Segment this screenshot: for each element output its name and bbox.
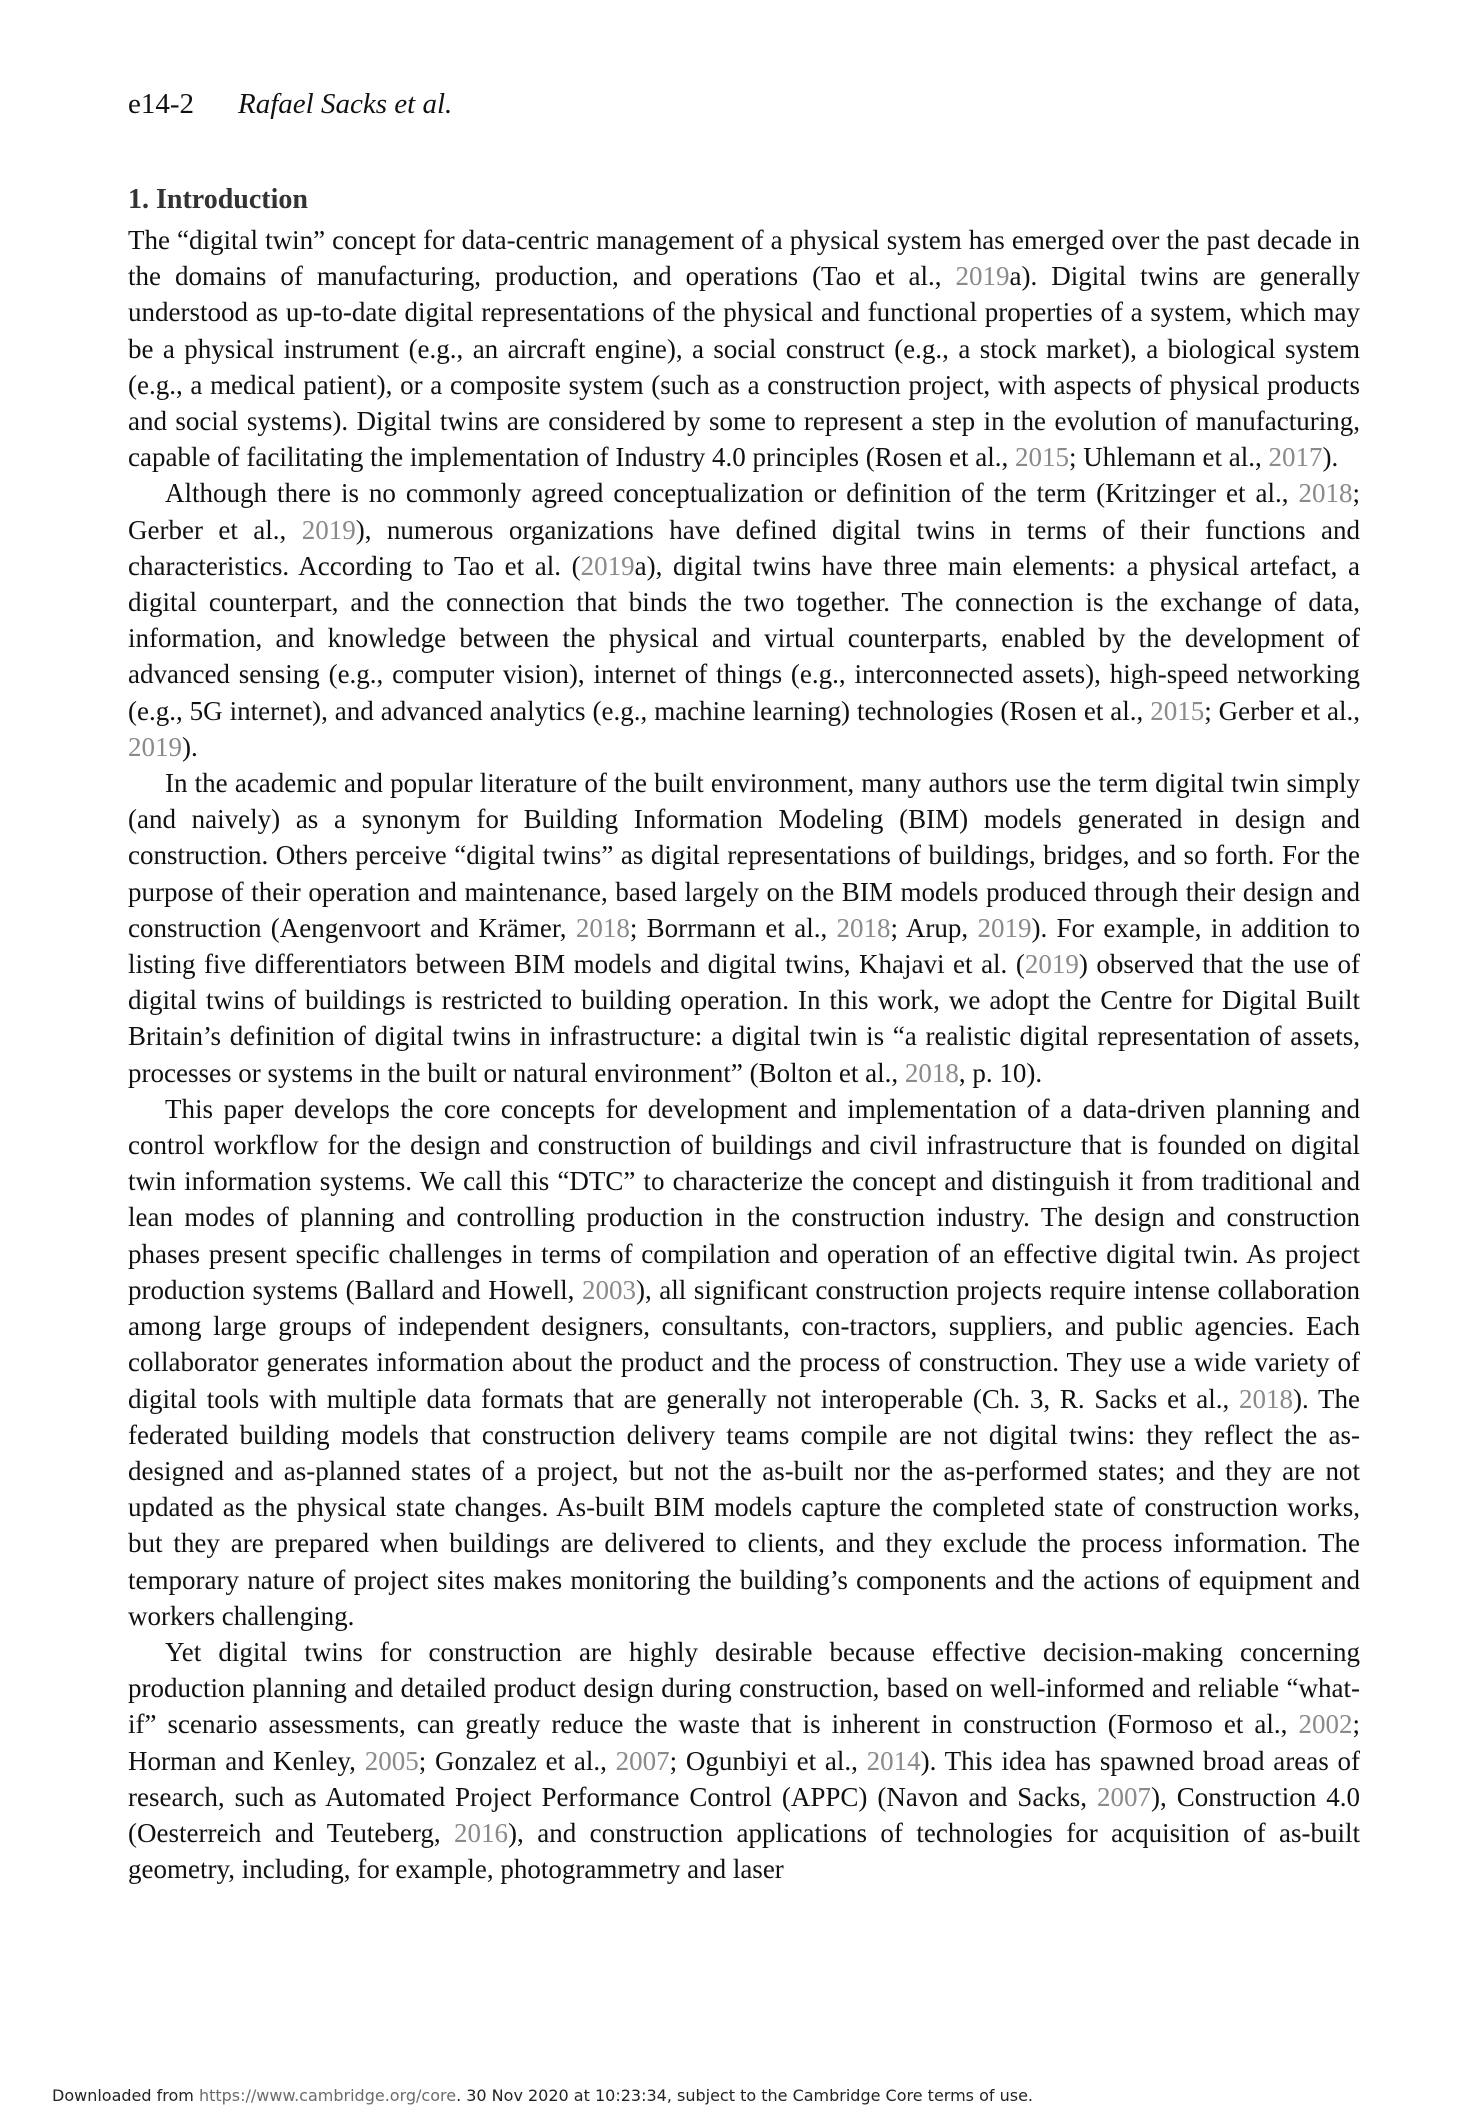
section-heading: 1. Introduction [128, 184, 308, 215]
paragraph-text: ). [1322, 442, 1339, 473]
citation-link[interactable]: 2019 [955, 261, 1010, 292]
citation-link[interactable]: 2019 [977, 912, 1032, 943]
citation-link[interactable]: 2018 [836, 912, 891, 943]
paragraph-text: ; Arup, [890, 912, 978, 943]
paragraph-text: ; Gonzalez et al., [418, 1745, 616, 1776]
paragraph-text: ) observed that the use of digital twins of buildings is restricted to building operation. In this work, we adopt the Centre for Digital Built Britain’s definition of digital twins in infrastructure: a digital twin is “a realistic digital representation of assets, processes or systems in the built or natural environment” (Bolton et al., [128, 949, 1360, 1088]
paragraph-text: This paper develops the core concepts for development and implementation of a data-driven planning and control workflow for the design and construction of buildings and civil infrastructure that is founded on digital twin information systems. We call this “DTC” to characterize the concept and distinguish it from traditional and lean modes of planning and controlling production in the construction industry. The design and construction phases present specific challenges in terms of compilation and operation of an effective digital twin. As project production systems (Ballard and Howell, [128, 1093, 1360, 1305]
paragraph-text: ; Uhlemann et al., [1069, 442, 1269, 473]
paragraph [128, 1634, 1360, 1887]
cambridge-core-link[interactable]: https://www.cambridge.org/core [198, 2086, 457, 2105]
citation-link[interactable]: 2005 [364, 1745, 419, 1776]
citation-link[interactable]: 2019 [580, 550, 635, 581]
paragraph [128, 765, 1360, 1091]
paragraph-text: ). [182, 731, 198, 762]
paragraph-text: ). The federated building models that construction delivery teams compile are not digital twins: they reflect the as-designed and as-planned states of a project, but not the as-built nor the as-performed states; and they are not updated as the physical state changes. As-built BIM models capture the completed state of construction works, but they are prepared when buildings are delivered to clients, and they exclude the process information. The temporary nature of project sites makes monitoring the building’s components and the actions of equipment and workers challenging. [128, 1383, 1360, 1631]
citation-link[interactable]: 2016 [454, 1817, 509, 1848]
paragraph-text: a), digital twins have three main elements: a physical artefact, a digital counterpart, and the connection that binds the two together. The connection is the exchange of data, information, and knowledge between the physical and virtual counterparts, enabled by the development of advanced sensing (e.g., computer vision), internet of things (e.g., interconnected assets), high-speed networking (e.g., 5G internet), and advanced analytics (e.g., machine learning) technologies (Rosen et al., [128, 550, 1360, 726]
paragraph-text: a). Digital twins are generally understood as up-to-date digital representations of the physical and functional properties of a system, which may be a physical instrument (e.g., an aircraft engine), a social construct (e.g., a stock market), a biological system (e.g., a medical patient), or a composite system (such as a construction project, with aspects of physical products and social systems). Digital twins are considered by some to represent a step in the evolution of manufacturing, capable of facilitating the implementation of Industry 4.0 principles (Rosen et al., [128, 261, 1360, 473]
paragraph-text: ; Gerber et al., [128, 478, 1360, 545]
download-footer [52, 2086, 1033, 2105]
running-head-authors: Rafael Sacks et al. [238, 88, 453, 120]
citation-link[interactable]: 2019 [1024, 949, 1079, 980]
citation-link[interactable]: 2002 [1298, 1709, 1353, 1740]
citation-link[interactable]: 2018 [1239, 1383, 1294, 1414]
paragraph-text: ; Horman and Kenley, [128, 1709, 1360, 1776]
paragraph-text: ), numerous organizations have defined digital twins in terms of their functions and characteristics. According to Tao et al. ( [128, 514, 1361, 581]
running-head [128, 88, 452, 121]
paragraph-text: ; Ogunbiyi et al., [669, 1745, 867, 1776]
citation-link[interactable]: 2019 [128, 731, 182, 762]
paragraph-text: In the academic and popular literature of the built environment, many authors use the term digital twin simply (and naively) as a synonym for Building Information Modeling (BIM) models generated in design and construction. Others perceive “digital twins” as digital representations of buildings, bridges, and so forth. For the purpose of their operation and maintenance, based largely on the BIM models produced through their design and construction (Aengenvoort and Krämer, [128, 768, 1360, 943]
citation-link[interactable]: 2007 [1097, 1781, 1152, 1812]
citation-link[interactable]: 2018 [904, 1057, 959, 1088]
paragraph-text: ; Borrmann et al., [629, 912, 837, 943]
footer-suffix: . 30 Nov 2020 at 10:23:34, subject to the Cambridge Core terms of use. [456, 2086, 1033, 2105]
paragraph-text: ), Construction 4.0 (Oesterreich and Teuteberg, [128, 1781, 1360, 1848]
paragraph-text: ). For example, in addition to listing five differentiators between BIM models and digital twins, Khajavi et al. ( [128, 912, 1360, 980]
footer-prefix: Downloaded from [52, 2086, 199, 2105]
citation-link[interactable]: 2017 [1268, 442, 1323, 473]
paragraph-text: The “digital twin” concept for data-centric management of a physical system has emerged over the past decade in the domains of manufacturing, production, and operations (Tao et al., [128, 225, 1360, 292]
paragraph-text: ). This idea has spawned broad areas of research, such as Automated Project Performance Control (APPC) (Navon and Sacks, [128, 1745, 1360, 1812]
paragraph-text: ), all significant construction projects require intense collaboration among large groups of independent designers, consultants, con-tractors, suppliers, and public agencies. Each collaborator generates information about the product and the process of construction. They use a wide variety of digital tools with multiple data formats that are generally not interoperable (Ch. 3, R. Sacks et al., [128, 1274, 1360, 1414]
paragraph-text: ; Gerber et al., [1204, 695, 1361, 726]
paragraph-text: Although there is no commonly agreed conceptualization or definition of the term (Kritzinger et al., [165, 478, 1299, 509]
paragraph [128, 475, 1360, 765]
citation-link[interactable]: 2019 [301, 514, 356, 545]
citation-link[interactable]: 2018 [575, 912, 630, 943]
paragraph [128, 222, 1360, 475]
paragraph-text: ), and construction applications of technologies for acquisition of as-built geometry, including, for example, photogrammetry and laser [128, 1817, 1360, 1885]
citation-link[interactable]: 2003 [582, 1274, 636, 1305]
paragraph-text: , p. 10). [958, 1057, 1043, 1088]
citation-link[interactable]: 2015 [1150, 695, 1205, 726]
citation-link[interactable]: 2018 [1298, 478, 1353, 509]
paragraph-text: Yet digital twins for construction are highly desirable because effective decision-making concerning production planning and detailed product design during construction, based on well-informed and reliable “what-if” scenario assessments, can greatly reduce the waste that is inherent in construction (Formoso et al., [128, 1636, 1360, 1740]
citation-link[interactable]: 2014 [866, 1745, 921, 1776]
body-text [128, 222, 1360, 1887]
paragraph [128, 1091, 1360, 1634]
citation-link[interactable]: 2015 [1015, 442, 1069, 473]
citation-link[interactable]: 2007 [615, 1745, 670, 1776]
page-number: e14-2 [128, 88, 195, 120]
